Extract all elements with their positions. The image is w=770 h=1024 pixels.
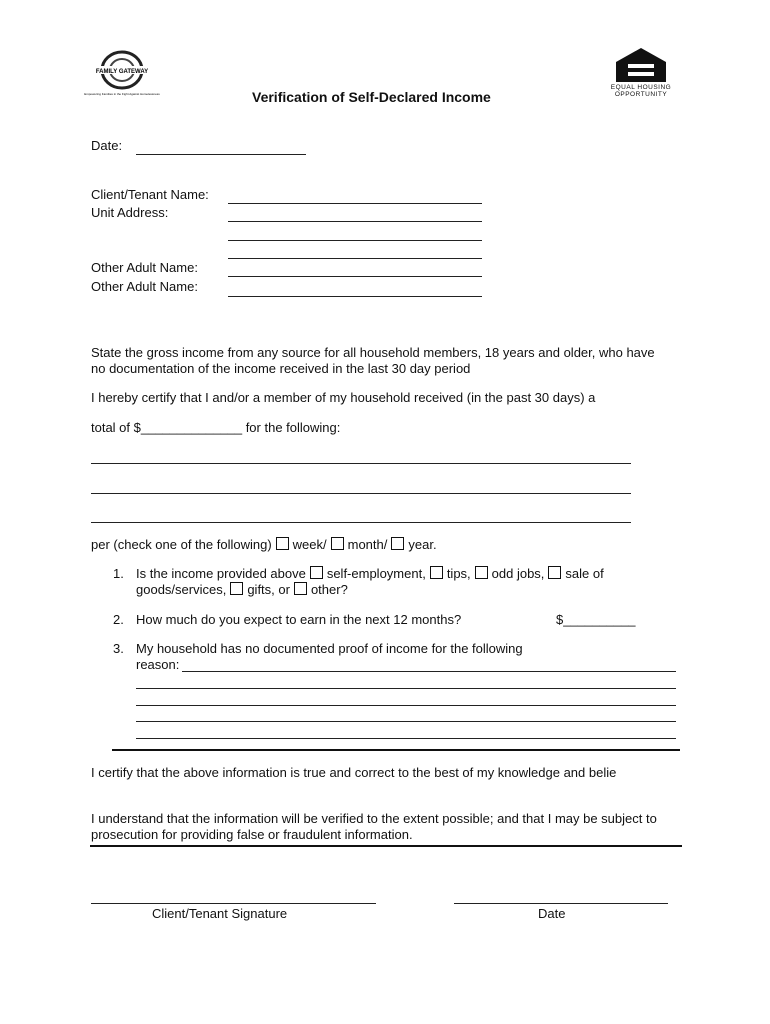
date-field[interactable] bbox=[136, 154, 306, 155]
reason-line-5[interactable] bbox=[136, 738, 676, 739]
income-line-3[interactable] bbox=[91, 522, 631, 523]
year-checkbox[interactable] bbox=[391, 537, 404, 550]
family-gateway-logo bbox=[84, 48, 160, 100]
other-adult-field-2[interactable] bbox=[228, 296, 482, 297]
year-label: year. bbox=[408, 537, 437, 552]
other-adult-label-2: Other Adult Name: bbox=[91, 279, 198, 294]
other-adult-field-1[interactable] bbox=[228, 276, 482, 277]
q2-number: 2. bbox=[113, 612, 124, 627]
q2-amount-field[interactable]: $__________ bbox=[556, 612, 636, 627]
tips-label: tips, bbox=[446, 566, 471, 581]
signature-field[interactable] bbox=[91, 903, 376, 904]
total-line-text: total of $______________ for the following: bbox=[91, 420, 341, 435]
tips-checkbox[interactable] bbox=[430, 566, 443, 579]
q1-row bbox=[136, 566, 604, 581]
month-label: month/ bbox=[347, 537, 388, 552]
page-title: Verification of Self-Declared Income bbox=[252, 89, 491, 105]
other-label: other? bbox=[310, 582, 348, 597]
signature-label: Client/Tenant Signature bbox=[152, 906, 288, 921]
certification-divider bbox=[90, 845, 682, 847]
q1-row-2 bbox=[136, 582, 348, 597]
date-label: Date: bbox=[91, 138, 123, 153]
q3-number: 3. bbox=[113, 641, 124, 656]
unit-address-field-3[interactable] bbox=[228, 258, 482, 259]
instruction-text: State the gross income from any source for all household members, 18 years and older, who have no documentation of the income received in the last 30 day period bbox=[91, 345, 655, 376]
section-divider bbox=[112, 749, 680, 751]
reason-line-3[interactable] bbox=[136, 705, 676, 706]
unit-address-field-1[interactable] bbox=[228, 221, 482, 222]
reason-line-2[interactable] bbox=[136, 688, 676, 689]
week-label: week/ bbox=[292, 537, 327, 552]
eho-line1: EQUAL HOUSING bbox=[610, 84, 672, 91]
per-row bbox=[91, 537, 437, 552]
other-checkbox[interactable] bbox=[294, 582, 307, 595]
unit-address-label: Unit Address: bbox=[91, 205, 169, 220]
q1-number: 1. bbox=[113, 566, 124, 581]
understand-statement: I understand that the information will be verified to the extent possible; and that I may be subject to prosecution for providing false or fraudulent information. bbox=[91, 811, 657, 842]
signature-date-label: Date bbox=[538, 906, 566, 921]
q3-reason-label: reason: bbox=[136, 657, 180, 672]
self-employment-checkbox[interactable] bbox=[310, 566, 323, 579]
reason-line-4[interactable] bbox=[136, 721, 676, 722]
gifts-label: gifts, or bbox=[247, 582, 290, 597]
reason-line-1[interactable] bbox=[182, 671, 676, 672]
income-line-1[interactable] bbox=[91, 463, 631, 464]
logo-wordmark: FAMILY GATEWAY bbox=[95, 69, 149, 75]
q3-text: My household has no documented proof of income for the following bbox=[136, 641, 523, 656]
unit-address-field-2[interactable] bbox=[228, 240, 482, 241]
week-checkbox[interactable] bbox=[276, 537, 289, 550]
per-label: per (check one of the following) bbox=[91, 537, 272, 552]
goods-services-label: goods/services, bbox=[136, 582, 227, 597]
q2-text: How much do you expect to earn in the next 12 months? bbox=[136, 612, 462, 627]
certify-statement: I certify that the above information is true and correct to the best of my knowledge and belie bbox=[91, 765, 617, 780]
client-name-field[interactable] bbox=[228, 203, 482, 204]
q1-text: Is the income provided above bbox=[136, 566, 306, 581]
odd-jobs-checkbox[interactable] bbox=[475, 566, 488, 579]
odd-jobs-label: odd jobs, bbox=[491, 566, 545, 581]
self-employment-label: self-employment, bbox=[326, 566, 426, 581]
month-checkbox[interactable] bbox=[331, 537, 344, 550]
signature-date-field[interactable] bbox=[454, 903, 668, 904]
logo-tagline: Empowering Families in the Fight Against Homelessness bbox=[84, 92, 160, 96]
certify-received-text: I hereby certify that I and/or a member of my household received (in the past 30 days) a bbox=[91, 390, 596, 405]
sale-checkbox[interactable] bbox=[548, 566, 561, 579]
other-adult-label-1: Other Adult Name: bbox=[91, 260, 198, 275]
eho-line2: OPPORTUNITY bbox=[614, 91, 668, 98]
gifts-checkbox[interactable] bbox=[230, 582, 243, 595]
income-line-2[interactable] bbox=[91, 493, 631, 494]
client-name-label: Client/Tenant Name: bbox=[91, 187, 209, 202]
eho-caption bbox=[610, 84, 672, 98]
sale-label: sale of bbox=[565, 566, 604, 581]
